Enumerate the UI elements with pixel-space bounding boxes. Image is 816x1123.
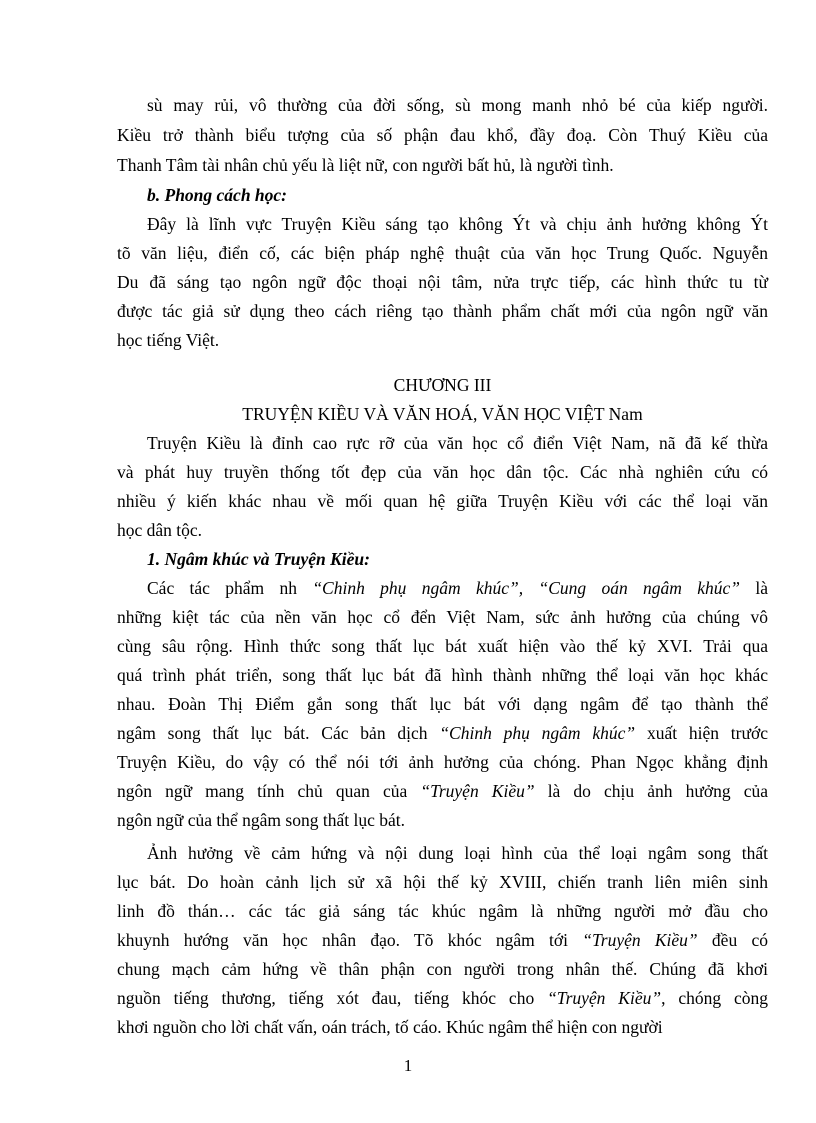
text-line: linh đồ thán… các tác giả sáng tác khúc ngâm là những người mở đầu cho — [117, 901, 768, 921]
text-line: khuynh hướng văn học nhân đạo. Tõ khóc ngâm tới “Truyện Kiều” đều có — [117, 930, 768, 950]
text-line: Ảnh hưởng về cảm hứng và nội dung loại hình của thể loại ngâm song thất — [147, 843, 768, 863]
section-heading: 1. Ngâm khúc và Truyện Kiều: — [147, 549, 370, 569]
text-line: nhau. Đoàn Thị Điểm gắn song thất lục bát với dạng ngâm để tạo thành thể — [117, 694, 768, 714]
text-line: sù may rủi, vô thường của đời sống, sù mong manh nhỏ bé của kiếp người. — [147, 95, 768, 115]
text-line: học tiếng Việt. — [117, 330, 220, 350]
text-line: Kiều trở thành biểu tượng của số phận đau khổ, đầy đoạ. Còn Thuý Kiều của — [117, 125, 768, 145]
text-line: những kiệt tác của nền văn học cổ đển Việt Nam, sức ảnh hưởng của chúng vô — [117, 607, 768, 627]
text-line: tõ văn liệu, điển cố, các biện pháp nghệ thuật của văn học Trung Quốc. Nguyễn — [117, 243, 768, 263]
text-line: chung mạch cảm hứng về thân phận con người trong nhân thế. Chúng đã khơi — [117, 959, 768, 979]
text-line: khơi nguồn cho lời chất vấn, oán trách, tố cáo. Khúc ngâm thể hiện con người — [117, 1017, 663, 1037]
text-line: Truyện Kiều là đỉnh cao rực rỡ của văn học cổ điển Việt Nam, nã đã kế thừa — [147, 433, 768, 453]
text-line: học dân tộc. — [117, 520, 203, 540]
text-line: Đây là lĩnh vực Truyện Kiều sáng tạo không Ýt và chịu ảnh hưởng không Ýt — [147, 214, 768, 234]
text-line: Các tác phẩm nh “Chinh phụ ngâm khúc”, “Cung oán ngâm khúc” là — [147, 578, 768, 598]
text-line: cùng sâu rộng. Hình thức song thất lục bát xuất hiện vào thế kỷ XVI. Trải qua — [117, 636, 768, 656]
text-line: nguồn tiếng thương, tiếng xót đau, tiếng khóc cho “Truyện Kiều”, chóng còng — [117, 988, 768, 1008]
text-line: Thanh Tâm tài nhân chủ yếu là liệt nữ, con người bất hủ, là người tình. — [117, 155, 614, 175]
text-line: và phát huy truyền thống tốt đẹp của văn học dân tộc. Các nhà nghiên cứu có — [117, 462, 768, 482]
text-line: ngâm song thất lục bát. Các bản dịch “Chinh phụ ngâm khúc” xuất hiện trước — [117, 723, 768, 743]
text-line: quá trình phát triển, song thất lục bát đã hình thành những thể loại văn học khác — [117, 665, 768, 685]
text-line: được tác giả sử dụng theo cách riêng tạo thành phẩm chất mới của ngôn ngữ văn — [117, 301, 768, 321]
text-line: ngôn ngữ của thể ngâm song thất lục bát. — [117, 810, 405, 830]
section-heading: b. Phong cách học: — [147, 185, 287, 205]
text-line: Truyện Kiều, do vậy có thể nói tới ảnh hưởng của chóng. Phan Ngọc khẳng định — [117, 752, 768, 772]
chapter-title: CHƯƠNG III — [393, 375, 492, 395]
page-number: 1 — [403, 1056, 413, 1075]
text-line: lục bát. Do hoàn cảnh lịch sử xã hội thế kỷ XVIII, chiến tranh liên miên sinh — [117, 872, 768, 892]
chapter-subtitle: TRUYỆN KIỀU VÀ VĂN HOÁ, VĂN HỌC VIỆT Nam — [242, 404, 643, 424]
text-line: ngôn ngữ mang tính chủ quan của “Truyện Kiều” là do chịu ảnh hưởng của — [117, 781, 768, 801]
text-line: nhiều ý kiến khác nhau về mối quan hệ giữa Truyện Kiều với các thể loại văn — [117, 491, 768, 511]
text-line: Du đã sáng tạo ngôn ngữ độc thoại nội tâm, nửa trực tiếp, các hình thức tu từ — [117, 272, 768, 292]
